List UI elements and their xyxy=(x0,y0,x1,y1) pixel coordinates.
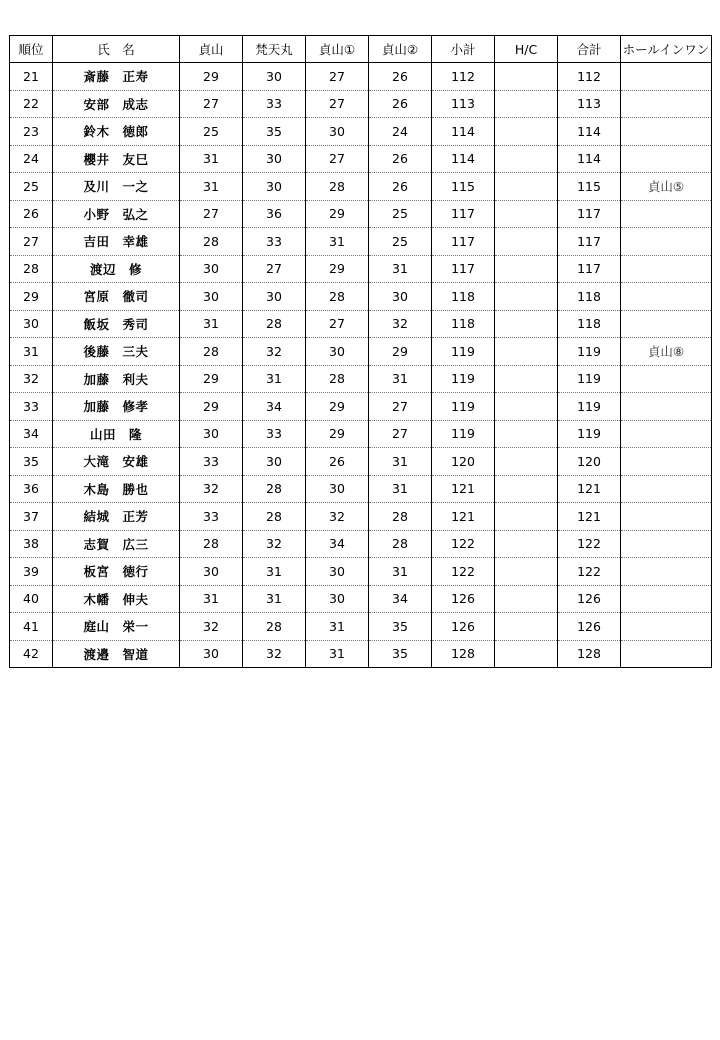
header-total: 合計 xyxy=(558,36,621,63)
teiyama-score-cell: 31 xyxy=(180,585,243,613)
teiyama-score-cell: 33 xyxy=(180,448,243,476)
bontenmaru-score-cell: 27 xyxy=(243,255,306,283)
rank-cell: 26 xyxy=(10,200,53,228)
subtotal-cell: 126 xyxy=(432,585,495,613)
teiyama-2-score-cell: 27 xyxy=(369,420,432,448)
header-row xyxy=(10,36,712,63)
teiyama-1-score-cell: 31 xyxy=(306,228,369,256)
rank-cell: 25 xyxy=(10,173,53,201)
teiyama-2-score-cell: 28 xyxy=(369,530,432,558)
teiyama-2-score-cell: 34 xyxy=(369,585,432,613)
teiyama-1-score-cell: 31 xyxy=(306,640,369,668)
subtotal-cell: 119 xyxy=(432,338,495,366)
player-name-cell: 小野 弘之 xyxy=(53,200,180,228)
teiyama-2-score-cell: 30 xyxy=(369,283,432,311)
handicap-cell xyxy=(495,118,558,146)
teiyama-1-score-cell: 29 xyxy=(306,255,369,283)
player-name-cell: 加藤 利夫 xyxy=(53,365,180,393)
hole-in-one-cell xyxy=(621,118,712,146)
teiyama-1-score-cell: 26 xyxy=(306,448,369,476)
player-name-cell: 板宮 徳行 xyxy=(53,558,180,586)
bontenmaru-score-cell: 30 xyxy=(243,145,306,173)
bontenmaru-score-cell: 36 xyxy=(243,200,306,228)
total-cell: 117 xyxy=(558,255,621,283)
subtotal-cell: 119 xyxy=(432,420,495,448)
hole-in-one-cell xyxy=(621,283,712,311)
handicap-cell xyxy=(495,558,558,586)
teiyama-1-score-cell: 27 xyxy=(306,63,369,91)
teiyama-1-score-cell: 30 xyxy=(306,475,369,503)
total-cell: 120 xyxy=(558,448,621,476)
bontenmaru-score-cell: 32 xyxy=(243,530,306,558)
rank-cell: 37 xyxy=(10,503,53,531)
subtotal-cell: 126 xyxy=(432,613,495,641)
hole-in-one-cell xyxy=(621,365,712,393)
player-name-cell: 吉田 幸雄 xyxy=(53,228,180,256)
total-cell: 115 xyxy=(558,173,621,201)
bontenmaru-score-cell: 31 xyxy=(243,558,306,586)
rank-cell: 42 xyxy=(10,640,53,668)
handicap-cell xyxy=(495,283,558,311)
subtotal-cell: 121 xyxy=(432,503,495,531)
bontenmaru-score-cell: 35 xyxy=(243,118,306,146)
total-cell: 119 xyxy=(558,338,621,366)
total-cell: 118 xyxy=(558,310,621,338)
teiyama-1-score-cell: 32 xyxy=(306,503,369,531)
player-name-cell: 飯坂 秀司 xyxy=(53,310,180,338)
player-name-cell: 加藤 修孝 xyxy=(53,393,180,421)
rank-cell: 30 xyxy=(10,310,53,338)
hole-in-one-cell xyxy=(621,63,712,91)
bontenmaru-score-cell: 33 xyxy=(243,228,306,256)
teiyama-score-cell: 30 xyxy=(180,558,243,586)
table-row xyxy=(10,255,712,283)
teiyama-1-score-cell: 31 xyxy=(306,613,369,641)
handicap-cell xyxy=(495,475,558,503)
header-hole-in-one: ホールインワン xyxy=(621,36,712,63)
total-cell: 122 xyxy=(558,530,621,558)
teiyama-score-cell: 33 xyxy=(180,503,243,531)
total-cell: 126 xyxy=(558,613,621,641)
rank-cell: 29 xyxy=(10,283,53,311)
subtotal-cell: 117 xyxy=(432,228,495,256)
rank-cell: 34 xyxy=(10,420,53,448)
teiyama-score-cell: 32 xyxy=(180,475,243,503)
header-subtotal: 小計 xyxy=(432,36,495,63)
handicap-cell xyxy=(495,173,558,201)
teiyama-2-score-cell: 28 xyxy=(369,503,432,531)
hole-in-one-cell: 貞山⑤ xyxy=(621,173,712,201)
rank-cell: 35 xyxy=(10,448,53,476)
teiyama-2-score-cell: 35 xyxy=(369,640,432,668)
rank-cell: 27 xyxy=(10,228,53,256)
player-name-cell: 渡邉 智道 xyxy=(53,640,180,668)
bontenmaru-score-cell: 32 xyxy=(243,338,306,366)
handicap-cell xyxy=(495,585,558,613)
hole-in-one-cell: 貞山⑧ xyxy=(621,338,712,366)
subtotal-cell: 117 xyxy=(432,200,495,228)
teiyama-1-score-cell: 29 xyxy=(306,420,369,448)
handicap-cell xyxy=(495,338,558,366)
teiyama-2-score-cell: 26 xyxy=(369,173,432,201)
handicap-cell xyxy=(495,613,558,641)
player-name-cell: 安部 成志 xyxy=(53,90,180,118)
teiyama-2-score-cell: 26 xyxy=(369,63,432,91)
rank-cell: 21 xyxy=(10,63,53,91)
bontenmaru-score-cell: 30 xyxy=(243,63,306,91)
teiyama-2-score-cell: 25 xyxy=(369,228,432,256)
player-name-cell: 志賀 広三 xyxy=(53,530,180,558)
player-name-cell: 櫻井 友巳 xyxy=(53,145,180,173)
table-row xyxy=(10,503,712,531)
teiyama-score-cell: 29 xyxy=(180,393,243,421)
table-row xyxy=(10,90,712,118)
rank-cell: 38 xyxy=(10,530,53,558)
total-cell: 119 xyxy=(558,393,621,421)
table-row xyxy=(10,310,712,338)
hole-in-one-cell xyxy=(621,420,712,448)
total-cell: 119 xyxy=(558,420,621,448)
subtotal-cell: 118 xyxy=(432,283,495,311)
teiyama-1-score-cell: 27 xyxy=(306,90,369,118)
table-row xyxy=(10,200,712,228)
player-name-cell: 及川 一之 xyxy=(53,173,180,201)
total-cell: 117 xyxy=(558,200,621,228)
table-body xyxy=(10,63,712,668)
handicap-cell xyxy=(495,640,558,668)
table-row xyxy=(10,475,712,503)
teiyama-1-score-cell: 30 xyxy=(306,118,369,146)
player-name-cell: 後藤 三夫 xyxy=(53,338,180,366)
rank-cell: 39 xyxy=(10,558,53,586)
rank-cell: 33 xyxy=(10,393,53,421)
hole-in-one-cell xyxy=(621,255,712,283)
teiyama-score-cell: 31 xyxy=(180,145,243,173)
bontenmaru-score-cell: 28 xyxy=(243,310,306,338)
bontenmaru-score-cell: 28 xyxy=(243,475,306,503)
teiyama-1-score-cell: 30 xyxy=(306,338,369,366)
rank-cell: 32 xyxy=(10,365,53,393)
teiyama-score-cell: 30 xyxy=(180,255,243,283)
subtotal-cell: 118 xyxy=(432,310,495,338)
rank-cell: 23 xyxy=(10,118,53,146)
hole-in-one-cell xyxy=(621,613,712,641)
teiyama-score-cell: 30 xyxy=(180,283,243,311)
teiyama-score-cell: 28 xyxy=(180,338,243,366)
total-cell: 113 xyxy=(558,90,621,118)
subtotal-cell: 120 xyxy=(432,448,495,476)
teiyama-score-cell: 28 xyxy=(180,530,243,558)
player-name-cell: 大滝 安雄 xyxy=(53,448,180,476)
bontenmaru-score-cell: 34 xyxy=(243,393,306,421)
subtotal-cell: 122 xyxy=(432,530,495,558)
teiyama-score-cell: 27 xyxy=(180,200,243,228)
total-cell: 112 xyxy=(558,63,621,91)
table-row xyxy=(10,558,712,586)
subtotal-cell: 121 xyxy=(432,475,495,503)
player-name-cell: 木幡 伸夫 xyxy=(53,585,180,613)
total-cell: 114 xyxy=(558,118,621,146)
teiyama-score-cell: 27 xyxy=(180,90,243,118)
table-row xyxy=(10,118,712,146)
header-teiyama-2: 貞山② xyxy=(369,36,432,63)
subtotal-cell: 114 xyxy=(432,118,495,146)
player-name-cell: 鈴木 徳郎 xyxy=(53,118,180,146)
handicap-cell xyxy=(495,503,558,531)
table-row xyxy=(10,338,712,366)
bontenmaru-score-cell: 31 xyxy=(243,585,306,613)
table-row xyxy=(10,365,712,393)
teiyama-1-score-cell: 28 xyxy=(306,365,369,393)
header-handicap: H/C xyxy=(495,36,558,63)
header-teiyama-1: 貞山① xyxy=(306,36,369,63)
bontenmaru-score-cell: 32 xyxy=(243,640,306,668)
handicap-cell xyxy=(495,145,558,173)
header-bontenmaru: 梵天丸 xyxy=(243,36,306,63)
rank-cell: 40 xyxy=(10,585,53,613)
teiyama-1-score-cell: 30 xyxy=(306,585,369,613)
rank-cell: 41 xyxy=(10,613,53,641)
total-cell: 118 xyxy=(558,283,621,311)
handicap-cell xyxy=(495,200,558,228)
handicap-cell xyxy=(495,393,558,421)
subtotal-cell: 112 xyxy=(432,63,495,91)
hole-in-one-cell xyxy=(621,393,712,421)
rank-cell: 24 xyxy=(10,145,53,173)
bontenmaru-score-cell: 30 xyxy=(243,448,306,476)
handicap-cell xyxy=(495,365,558,393)
table-row xyxy=(10,420,712,448)
header-name: 氏 名 xyxy=(53,36,180,63)
teiyama-score-cell: 29 xyxy=(180,365,243,393)
table-row xyxy=(10,613,712,641)
teiyama-score-cell: 32 xyxy=(180,613,243,641)
teiyama-2-score-cell: 31 xyxy=(369,255,432,283)
results-table xyxy=(9,35,712,668)
table-row xyxy=(10,145,712,173)
teiyama-score-cell: 25 xyxy=(180,118,243,146)
table-row xyxy=(10,393,712,421)
hole-in-one-cell xyxy=(621,145,712,173)
teiyama-2-score-cell: 27 xyxy=(369,393,432,421)
teiyama-1-score-cell: 27 xyxy=(306,145,369,173)
table-row xyxy=(10,585,712,613)
teiyama-1-score-cell: 34 xyxy=(306,530,369,558)
bontenmaru-score-cell: 28 xyxy=(243,613,306,641)
bontenmaru-score-cell: 30 xyxy=(243,173,306,201)
bontenmaru-score-cell: 28 xyxy=(243,503,306,531)
subtotal-cell: 119 xyxy=(432,365,495,393)
hole-in-one-cell xyxy=(621,228,712,256)
teiyama-2-score-cell: 26 xyxy=(369,145,432,173)
rank-cell: 31 xyxy=(10,338,53,366)
subtotal-cell: 117 xyxy=(432,255,495,283)
bontenmaru-score-cell: 30 xyxy=(243,283,306,311)
player-name-cell: 庭山 栄一 xyxy=(53,613,180,641)
subtotal-cell: 122 xyxy=(432,558,495,586)
header-rank: 順位 xyxy=(10,36,53,63)
table-header xyxy=(10,36,712,63)
hole-in-one-cell xyxy=(621,310,712,338)
table-row xyxy=(10,63,712,91)
player-name-cell: 結城 正芳 xyxy=(53,503,180,531)
teiyama-2-score-cell: 31 xyxy=(369,365,432,393)
teiyama-2-score-cell: 35 xyxy=(369,613,432,641)
total-cell: 114 xyxy=(558,145,621,173)
handicap-cell xyxy=(495,420,558,448)
subtotal-cell: 128 xyxy=(432,640,495,668)
subtotal-cell: 119 xyxy=(432,393,495,421)
total-cell: 117 xyxy=(558,228,621,256)
player-name-cell: 山田 隆 xyxy=(53,420,180,448)
teiyama-2-score-cell: 31 xyxy=(369,558,432,586)
total-cell: 122 xyxy=(558,558,621,586)
subtotal-cell: 114 xyxy=(432,145,495,173)
teiyama-score-cell: 28 xyxy=(180,228,243,256)
handicap-cell xyxy=(495,255,558,283)
table-row xyxy=(10,228,712,256)
hole-in-one-cell xyxy=(621,503,712,531)
total-cell: 128 xyxy=(558,640,621,668)
teiyama-1-score-cell: 28 xyxy=(306,283,369,311)
total-cell: 126 xyxy=(558,585,621,613)
hole-in-one-cell xyxy=(621,585,712,613)
table-row xyxy=(10,640,712,668)
header-teiyama: 貞山 xyxy=(180,36,243,63)
teiyama-1-score-cell: 29 xyxy=(306,200,369,228)
teiyama-2-score-cell: 26 xyxy=(369,90,432,118)
hole-in-one-cell xyxy=(621,475,712,503)
player-name-cell: 渡辺 修 xyxy=(53,255,180,283)
table-row xyxy=(10,283,712,311)
hole-in-one-cell xyxy=(621,640,712,668)
teiyama-2-score-cell: 24 xyxy=(369,118,432,146)
player-name-cell: 斎藤 正寿 xyxy=(53,63,180,91)
handicap-cell xyxy=(495,90,558,118)
bontenmaru-score-cell: 31 xyxy=(243,365,306,393)
bontenmaru-score-cell: 33 xyxy=(243,90,306,118)
handicap-cell xyxy=(495,63,558,91)
teiyama-1-score-cell: 29 xyxy=(306,393,369,421)
bontenmaru-score-cell: 33 xyxy=(243,420,306,448)
teiyama-2-score-cell: 29 xyxy=(369,338,432,366)
total-cell: 121 xyxy=(558,475,621,503)
total-cell: 121 xyxy=(558,503,621,531)
teiyama-score-cell: 30 xyxy=(180,640,243,668)
teiyama-2-score-cell: 25 xyxy=(369,200,432,228)
teiyama-1-score-cell: 28 xyxy=(306,173,369,201)
table-row xyxy=(10,448,712,476)
table-row xyxy=(10,530,712,558)
player-name-cell: 木島 勝也 xyxy=(53,475,180,503)
teiyama-2-score-cell: 32 xyxy=(369,310,432,338)
subtotal-cell: 115 xyxy=(432,173,495,201)
teiyama-1-score-cell: 27 xyxy=(306,310,369,338)
teiyama-score-cell: 29 xyxy=(180,63,243,91)
hole-in-one-cell xyxy=(621,558,712,586)
rank-cell: 22 xyxy=(10,90,53,118)
hole-in-one-cell xyxy=(621,448,712,476)
rank-cell: 36 xyxy=(10,475,53,503)
teiyama-2-score-cell: 31 xyxy=(369,448,432,476)
player-name-cell: 宮原 徹司 xyxy=(53,283,180,311)
total-cell: 119 xyxy=(558,365,621,393)
handicap-cell xyxy=(495,530,558,558)
handicap-cell xyxy=(495,310,558,338)
handicap-cell xyxy=(495,228,558,256)
subtotal-cell: 113 xyxy=(432,90,495,118)
teiyama-1-score-cell: 30 xyxy=(306,558,369,586)
teiyama-2-score-cell: 31 xyxy=(369,475,432,503)
teiyama-score-cell: 31 xyxy=(180,173,243,201)
handicap-cell xyxy=(495,448,558,476)
hole-in-one-cell xyxy=(621,530,712,558)
teiyama-score-cell: 30 xyxy=(180,420,243,448)
teiyama-score-cell: 31 xyxy=(180,310,243,338)
hole-in-one-cell xyxy=(621,90,712,118)
table-row xyxy=(10,173,712,201)
hole-in-one-cell xyxy=(621,200,712,228)
rank-cell: 28 xyxy=(10,255,53,283)
